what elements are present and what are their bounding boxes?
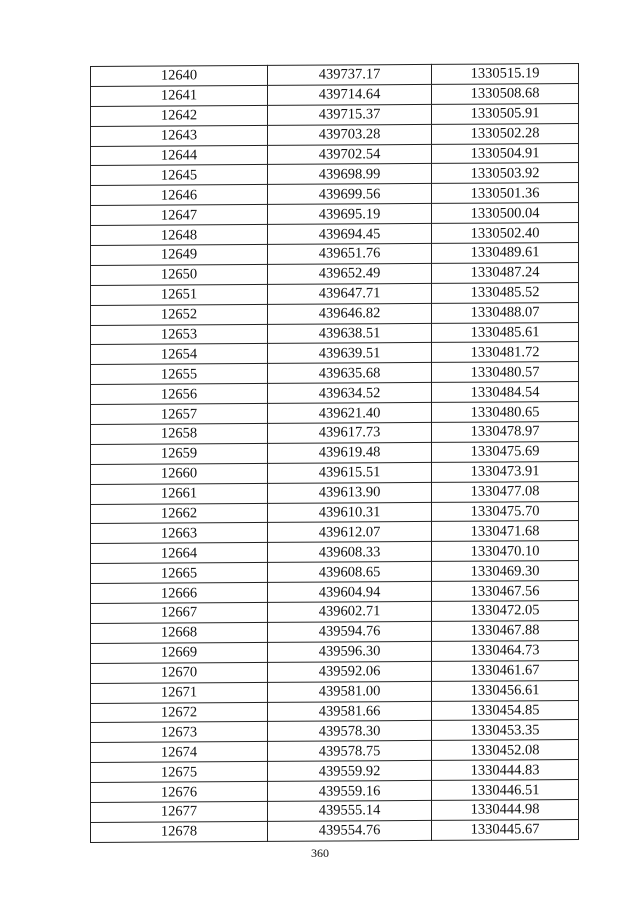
x-coordinate-cell: 439578.30 — [268, 721, 432, 742]
point-id-cell: 12658 — [91, 423, 268, 444]
point-id-cell: 12648 — [91, 225, 268, 246]
point-id-cell: 12665 — [91, 563, 268, 584]
y-coordinate-cell: 1330505.91 — [432, 103, 579, 124]
y-coordinate-cell: 1330502.40 — [432, 223, 579, 244]
point-id-cell: 12678 — [91, 821, 268, 842]
x-coordinate-cell: 439699.56 — [268, 184, 432, 205]
point-id-cell: 12654 — [91, 344, 268, 365]
point-id-cell: 12641 — [91, 85, 268, 106]
y-coordinate-cell: 1330467.88 — [432, 620, 579, 641]
coordinates-table-container — [90, 66, 578, 843]
x-coordinate-cell: 439695.19 — [268, 204, 432, 225]
x-coordinate-cell: 439617.73 — [268, 422, 432, 443]
x-coordinate-cell: 439737.17 — [268, 64, 432, 85]
x-coordinate-cell: 439615.51 — [268, 462, 432, 483]
y-coordinate-cell: 1330480.57 — [432, 362, 579, 383]
y-coordinate-cell: 1330461.67 — [432, 660, 579, 681]
x-coordinate-cell: 439592.06 — [268, 661, 432, 682]
y-coordinate-cell: 1330485.61 — [432, 322, 579, 343]
x-coordinate-cell: 439554.76 — [268, 820, 432, 841]
y-coordinate-cell: 1330454.85 — [432, 700, 579, 721]
x-coordinate-cell: 439694.45 — [268, 224, 432, 245]
x-coordinate-cell: 439559.16 — [268, 780, 432, 801]
x-coordinate-cell: 439578.75 — [268, 741, 432, 762]
x-coordinate-cell: 439594.76 — [268, 621, 432, 642]
point-id-cell: 12670 — [91, 662, 268, 683]
point-id-cell: 12644 — [91, 145, 268, 166]
y-coordinate-cell: 1330444.98 — [432, 799, 579, 820]
point-id-cell: 12660 — [91, 463, 268, 484]
point-id-cell: 12676 — [91, 781, 268, 802]
point-id-cell: 12671 — [91, 682, 268, 703]
y-coordinate-cell: 1330515.19 — [432, 64, 579, 85]
point-id-cell: 12647 — [91, 205, 268, 226]
y-coordinate-cell: 1330480.65 — [432, 402, 579, 423]
y-coordinate-cell: 1330503.92 — [432, 163, 579, 184]
y-coordinate-cell: 1330446.51 — [432, 780, 579, 801]
x-coordinate-cell: 439698.99 — [268, 164, 432, 185]
table-row — [91, 819, 579, 842]
x-coordinate-cell: 439703.28 — [268, 124, 432, 145]
x-coordinate-cell: 439702.54 — [268, 144, 432, 165]
y-coordinate-cell: 1330456.61 — [432, 680, 579, 701]
point-id-cell: 12642 — [91, 105, 268, 126]
x-coordinate-cell: 439621.40 — [268, 403, 432, 424]
y-coordinate-cell: 1330453.35 — [432, 720, 579, 741]
x-coordinate-cell: 439647.71 — [268, 283, 432, 304]
point-id-cell: 12643 — [91, 125, 268, 146]
x-coordinate-cell: 439596.30 — [268, 641, 432, 662]
point-id-cell: 12661 — [91, 483, 268, 504]
y-coordinate-cell: 1330471.68 — [432, 521, 579, 542]
point-id-cell: 12649 — [91, 244, 268, 265]
page-number: 360 — [311, 846, 329, 860]
y-coordinate-cell: 1330504.91 — [432, 143, 579, 164]
y-coordinate-cell: 1330444.83 — [432, 760, 579, 781]
point-id-cell: 12666 — [91, 583, 268, 604]
point-id-cell: 12650 — [91, 264, 268, 285]
point-id-cell: 12674 — [91, 742, 268, 763]
point-id-cell: 12651 — [91, 284, 268, 305]
y-coordinate-cell: 1330477.08 — [432, 481, 579, 502]
x-coordinate-cell: 439715.37 — [268, 104, 432, 125]
y-coordinate-cell: 1330502.28 — [432, 123, 579, 144]
x-coordinate-cell: 439555.14 — [268, 800, 432, 821]
x-coordinate-cell: 439559.92 — [268, 761, 432, 782]
y-coordinate-cell: 1330489.61 — [432, 243, 579, 264]
y-coordinate-cell: 1330475.69 — [432, 441, 579, 462]
y-coordinate-cell: 1330470.10 — [432, 541, 579, 562]
y-coordinate-cell: 1330473.91 — [432, 461, 579, 482]
x-coordinate-cell: 439619.48 — [268, 442, 432, 463]
x-coordinate-cell: 439612.07 — [268, 522, 432, 543]
x-coordinate-cell: 439635.68 — [268, 363, 432, 384]
x-coordinate-cell: 439634.52 — [268, 383, 432, 404]
x-coordinate-cell: 439608.65 — [268, 562, 432, 583]
point-id-cell: 12675 — [91, 762, 268, 783]
point-id-cell: 12653 — [91, 324, 268, 345]
y-coordinate-cell: 1330469.30 — [432, 561, 579, 582]
x-coordinate-cell: 439639.51 — [268, 343, 432, 364]
point-id-cell: 12672 — [91, 702, 268, 723]
coordinates-table-body — [91, 64, 579, 843]
x-coordinate-cell: 439646.82 — [268, 303, 432, 324]
y-coordinate-cell: 1330475.70 — [432, 501, 579, 522]
point-id-cell: 12656 — [91, 384, 268, 405]
x-coordinate-cell: 439610.31 — [268, 502, 432, 523]
y-coordinate-cell: 1330487.24 — [432, 262, 579, 283]
point-id-cell: 12673 — [91, 722, 268, 743]
x-coordinate-cell: 439652.49 — [268, 263, 432, 284]
point-id-cell: 12646 — [91, 185, 268, 206]
x-coordinate-cell: 439613.90 — [268, 482, 432, 503]
x-coordinate-cell: 439581.66 — [268, 701, 432, 722]
y-coordinate-cell: 1330452.08 — [432, 740, 579, 761]
point-id-cell: 12669 — [91, 642, 268, 663]
y-coordinate-cell: 1330445.67 — [432, 819, 579, 840]
y-coordinate-cell: 1330464.73 — [432, 640, 579, 661]
point-id-cell: 12640 — [91, 65, 268, 86]
coordinates-table — [90, 63, 579, 843]
x-coordinate-cell: 439604.94 — [268, 582, 432, 603]
point-id-cell: 12668 — [91, 622, 268, 643]
x-coordinate-cell: 439602.71 — [268, 601, 432, 622]
y-coordinate-cell: 1330508.68 — [432, 83, 579, 104]
x-coordinate-cell: 439638.51 — [268, 323, 432, 344]
point-id-cell: 12659 — [91, 443, 268, 464]
point-id-cell: 12663 — [91, 523, 268, 544]
y-coordinate-cell: 1330485.52 — [432, 282, 579, 303]
y-coordinate-cell: 1330488.07 — [432, 302, 579, 323]
x-coordinate-cell: 439714.64 — [268, 84, 432, 105]
point-id-cell: 12677 — [91, 801, 268, 822]
point-id-cell: 12652 — [91, 304, 268, 325]
point-id-cell: 12662 — [91, 503, 268, 524]
y-coordinate-cell: 1330501.36 — [432, 183, 579, 204]
y-coordinate-cell: 1330472.05 — [432, 601, 579, 622]
point-id-cell: 12655 — [91, 364, 268, 385]
y-coordinate-cell: 1330481.72 — [432, 342, 579, 363]
x-coordinate-cell: 439651.76 — [268, 243, 432, 264]
point-id-cell: 12645 — [91, 165, 268, 186]
point-id-cell: 12664 — [91, 543, 268, 564]
x-coordinate-cell: 439581.00 — [268, 681, 432, 702]
point-id-cell: 12657 — [91, 404, 268, 425]
point-id-cell: 12667 — [91, 602, 268, 623]
y-coordinate-cell: 1330500.04 — [432, 203, 579, 224]
y-coordinate-cell: 1330467.56 — [432, 581, 579, 602]
y-coordinate-cell: 1330478.97 — [432, 422, 579, 443]
y-coordinate-cell: 1330484.54 — [432, 382, 579, 403]
x-coordinate-cell: 439608.33 — [268, 542, 432, 563]
